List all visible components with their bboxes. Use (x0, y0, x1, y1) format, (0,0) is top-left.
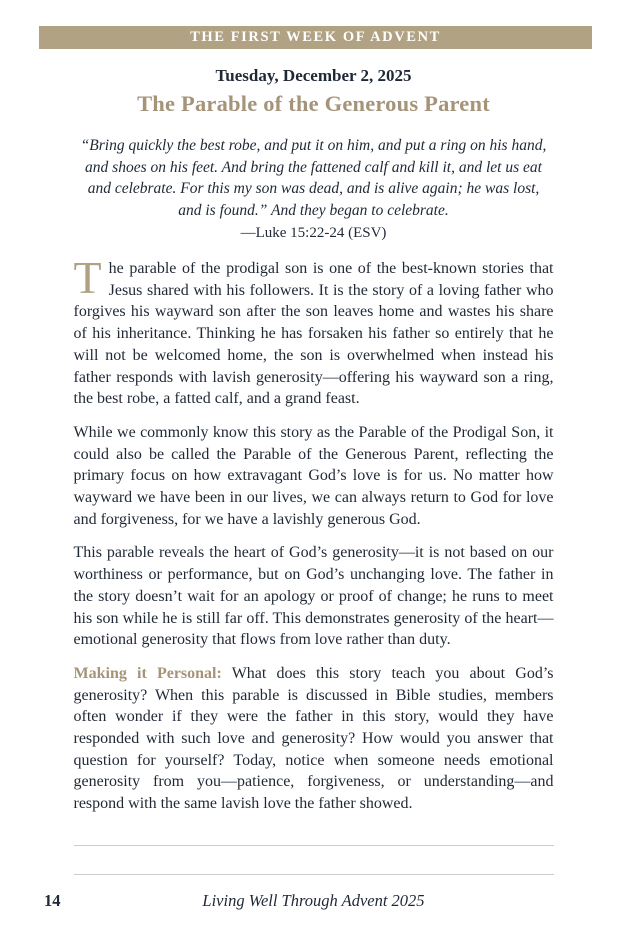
scripture-attribution: —Luke 15:22-24 (ESV) (240, 225, 387, 241)
making-it-personal-label: Making it Personal: (73, 664, 222, 682)
paragraph-3: This parable reveals the heart of God’s generosity—it is not based on our worthiness or performance, but on God’s unchanging love. The father in the story doesn’t wait for an apology or proof of change; he runs to meet his son while he is still far off. This demonstrates generosity of the heart—emotional generosity that flows from love rather than duty. (73, 544, 554, 649)
scripture-quote: “Bring quickly the best robe, and put it on him, and put a ring on his hand, and shoes on his feet. And bring the fattened calf and kill it, and let us eat and celebrate. For this my son was dead, and is alive again; he was lost, and is found.” And they began to celebrate. (80, 137, 547, 219)
paragraph-4-text: What does this story teach you about God’s generosity? When this parable is discussed in Bible studies, members often wonder if they were the father in this story, would they have responded with such love and generosity? How would you answer that question for yourself? Today, notice when someone needs emotional generosity from you—patience, forgiveness, or understanding—and respond with the same lavish love the father showed. (73, 664, 554, 813)
dropcap-letter: T (73, 252, 102, 303)
week-banner (39, 26, 592, 49)
entry-date: Tuesday, December 2, 2025 (215, 66, 412, 85)
page-number: 14 (44, 890, 61, 910)
page-footer (0, 891, 627, 913)
paragraph-2: While we commonly know this story as the Parable of the Prodigal Son, it could also be called the Parable of the Generous Parent, reflecting the primary focus on how extravagant God’s love is for us. No matter how wayward we have been in our lives, we can always return to God for love and forgiveness, for we have a lavishly generous God. (73, 423, 554, 528)
journal-rule-top (74, 845, 554, 846)
book-title: Living Well Through Advent 2025 (202, 890, 425, 910)
paragraph-1-text: he parable of the prodigal son is one of the best-known stories that Jesus shared with his followers. It is the story of a loving father who forgives his wayward son after the son leaves home and wastes his share of his inheritance. Thinking he has forsaken his father so entirely that he will not be welcomed home, the son is overwhelmed when instead his father responds with lavish generosity—offering his wayward son a ring, the best robe, a fatted calf, and a grand feast. (73, 260, 554, 408)
week-banner-label: THE FIRST WEEK OF ADVENT (190, 29, 441, 45)
journal-rule-bottom (74, 874, 554, 875)
paragraph-4 (74, 663, 554, 815)
paragraph-1 (73, 252, 554, 410)
devotional-body (73, 252, 554, 815)
entry-title: The Parable of the Generous Parent (137, 91, 490, 116)
